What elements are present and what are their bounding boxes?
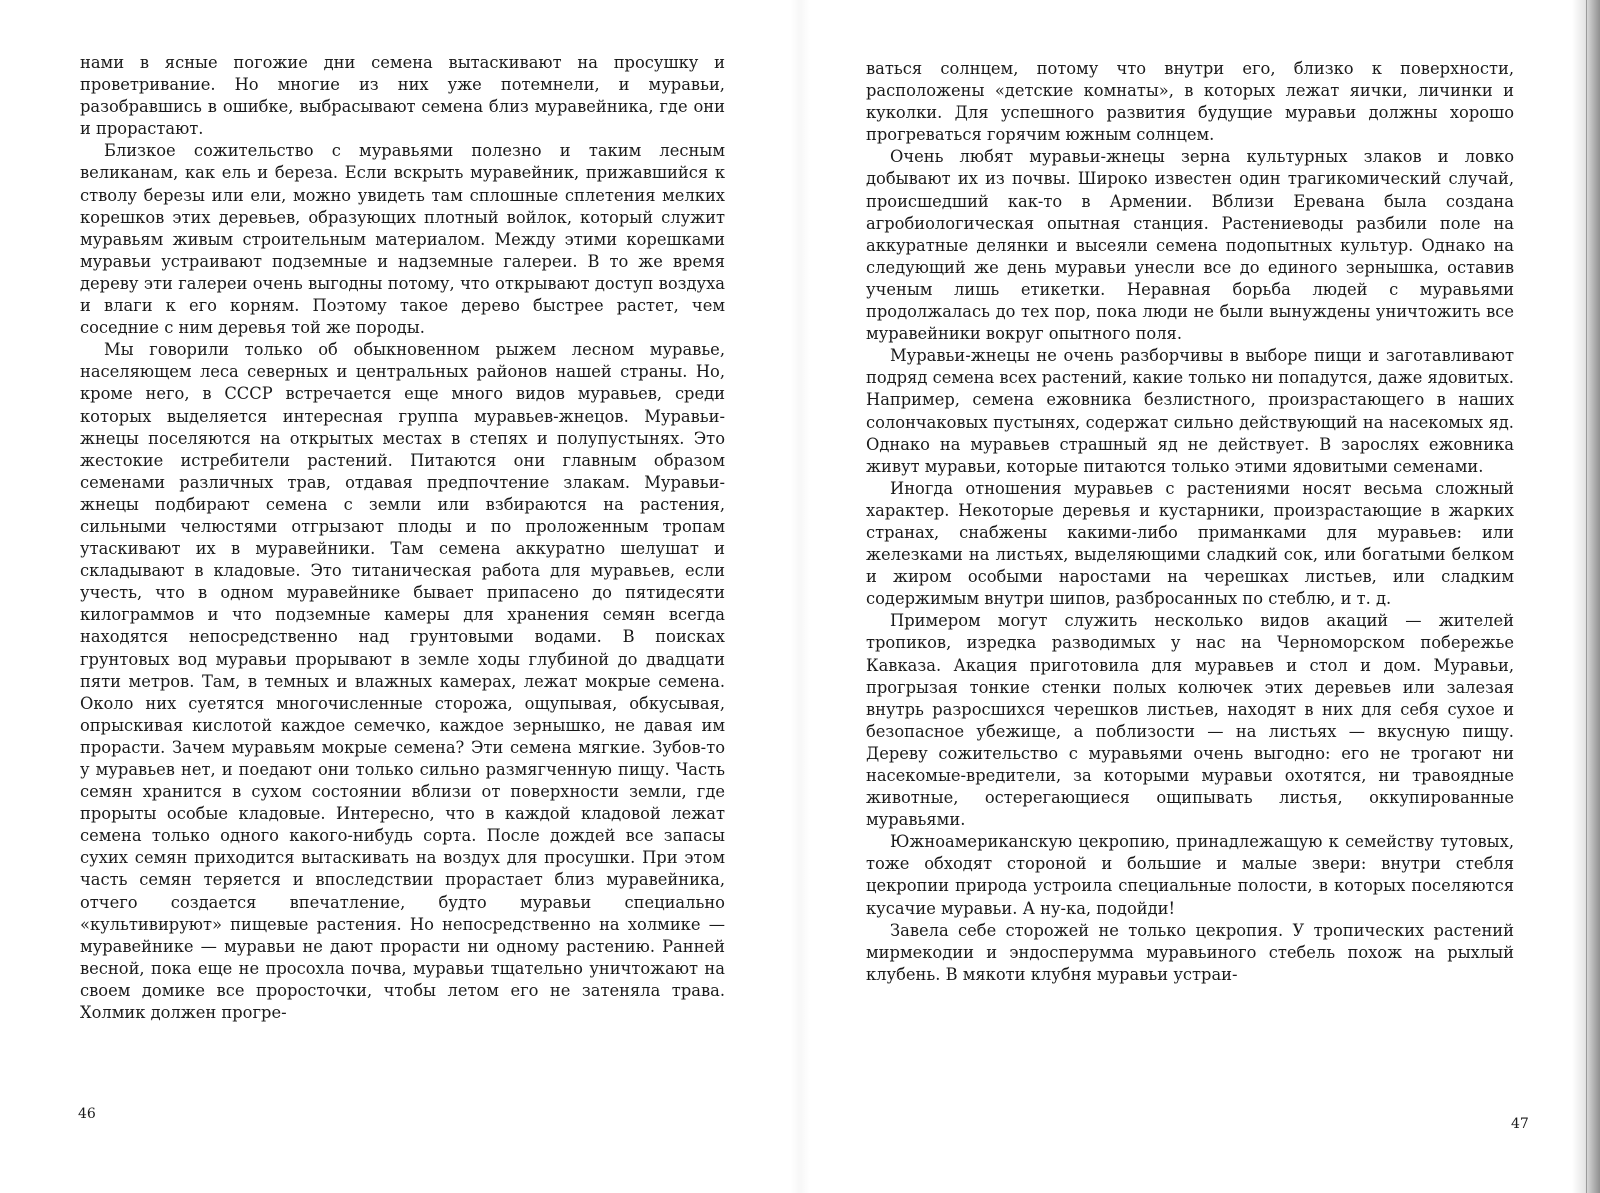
paragraph: Муравьи-жнецы не очень разборчивы в выборе пищи и заготавливают подряд семена всех растений, какие только ни попадутся, даже ядовитых. Например, семена ежовника безлистного, произрастающего в наших солончаковых пустынях, содержат сильно действующий на насекомых яд. Однако на муравьев страшный яд не действует. В зарослях ежовника живут муравьи, которые питаются только этими ядовитыми семенами.	[866, 346, 1514, 476]
paragraph: Очень любят муравьи-жнецы зерна культурных злаков и ловко добывают их из почвы. Широко известен один трагикомический случай, происшедший как-то в Армении. Вблизи Еревана была создана агробиологическая опытная станция. Растениеводы разбили поле на аккуратные делянки и высеяли семена подопытных культур. Однако на следующий же день муравьи унесли все до единого зернышка, оставив ученым лишь етикетки. Неравная борьба людей с муравьями продолжалась до тех пор, пока люди не были вынуждены уничтожить все муравейники вокруг опытного поля.	[866, 147, 1514, 344]
paragraph: Примером могут служить несколько видов акаций — жителей тропиков, изредка разводимых у нас на Черноморском побережье Кавказа. Акация приготовила для муравьев и стол и дом. Муравьи, прогрызая тонкие стенки полых колючек этих деревьев или залезая внутрь разросшихся черешков листьев, находят в них для себя сухое и безопасное убежище, а поблизости — на листьях — вкусную пищу. Дереву сожительство с муравьями очень выгодно: его не трогают ни насекомые-вредители, за которыми муравьи охотятся, ни травоядные животные, остерегающиеся ощипывать листья, оккупированные муравьями.	[866, 611, 1514, 830]
page-number: 46	[78, 1106, 96, 1122]
page-edge-shadow	[1572, 0, 1600, 1193]
paragraph: Иногда отношения муравьев с растениями носят весьма сложный характер. Некоторые деревья и кустарники, произрастающие в жарких странах, снабжены какими-либо приманками для муравьев: или железками на листьях, выделяющими сладкий сок, или богатыми белком и жиром особыми наростами на черешках листьев, или сладким содержимым внутри шипов, разбросанных по стеблю, и т. д.	[866, 478, 1514, 609]
right-page	[800, 0, 1600, 1193]
paragraph: Завела себе сторожей не только цекропия. У тропических растений мирмекодии и эндосперумма муравьиного стебель похож на рыхлый клубень. В мякоти клубня муравьи устраи-	[866, 920, 1514, 984]
right-page-text-column	[866, 58, 1514, 986]
paragraph: Южноамериканскую цекропию, принадлежащую к семейству тутовых, тоже обходят стороной и большие и малые звери: внутри стебля цекропии природа устроила специальные полости, в которых поселяются кусачие муравьи. А ну-ка, подойди!	[866, 832, 1514, 918]
paragraph: нами в ясные погожие дни семена вытаскивают на просушку и проветривание. Но многие из них уже потемнели, и муравьи, разобравшись в ошибке, выбрасывают семена близ муравейника, где они и прорастают.	[80, 53, 725, 139]
left-page-text-column	[80, 52, 725, 1024]
paragraph: ваться солнцем, потому что внутри его, близко к поверхности, расположены «детские комнаты», в которых лежат яички, личинки и куколки. Для успешного развития будущие муравьи должны хорошо прогреваться горячим южным солнцем.	[866, 59, 1514, 145]
paragraph: Близкое сожительство с муравьями полезно и таким лесным великанам, как ель и береза. Если вскрыть муравейник, прижавшийся к стволу березы или ели, можно увидеть там сплошные сплетения мелких корешков этих деревьев, образующих плотный войлок, который служит муравьям живым строительным материалом. Между этими корешками муравьи устраивают подземные и надземные галереи. В то же время дереву эти галереи очень выгодны потому, что открывают доступ воздуха и влаги к его корням. Поэтому такое дерево быстрее растет, чем соседние с ним деревья той же породы.	[80, 141, 725, 338]
paragraph: Мы говорили только об обыкновенном рыжем лесном муравье, населяющем леса северных и центральных районов нашей страны. Но, кроме него, в СССР встречается еще много видов муравьев, среди которых выделяется интересная группа муравьев-жнецов. Муравьи-жнецы поселяются на открытых местах в степях и полупустынях. Это жестокие истребители растений. Питаются они главным образом семенами различных трав, отдавая предпочтение злакам. Муравьи-жнецы подбирают семена с земли или взбираются на растения, сильными челюстями отгрызают плоды и по проложенным тропам утаскивают их в муравейники. Там семена аккуратно шелушат и складывают в кладовые. Это титаническая работа для муравьев, если учесть, что в одном муравейнике бывает припасено до пятидесяти килограммов и что подземные камеры для хранения семян всегда находятся непосредственно над грунтовыми водами. В поисках грунтовых вод муравьи прорывают в земле ходы глубиной до двадцати пяти метров. Там, в темных и влажных камерах, лежат мокрые семена. Около них суетятся многочисленные сторожа, ощупывая, обкусывая, опрыскивая кислотой каждое семечко, каждое зернышко, не давая им прорасти. Зачем муравьям мокрые семена? Эти семена мягкие. Зубов-то у муравьев нет, и поедают они только сильно размягченную пищу. Часть семян хранится в сухом состоянии вблизи от поверхности земли, где прорыты особые кладовые. Интересно, что в каждой кладовой лежат семена только одного какого-нибудь сорта. После дождей все запасы сухих семян приходится вытаскивать на воздух для просушки. При этом часть семян теряется и впоследствии прорастает близ муравейника, отчего создается впечатление, будто муравьи специально «культивируют» пищевые растения. Но непосредственно на холмике — муравейнике — муравьи не дают прорасти ни одному растению. Ранней весной, пока еще не просохла почва, муравьи тщательно уничтожают на своем домике все проросточки, чтобы летом его не затеняла трава. Холмик должен прогре-	[80, 340, 725, 1023]
page-number: 47	[1511, 1116, 1529, 1132]
